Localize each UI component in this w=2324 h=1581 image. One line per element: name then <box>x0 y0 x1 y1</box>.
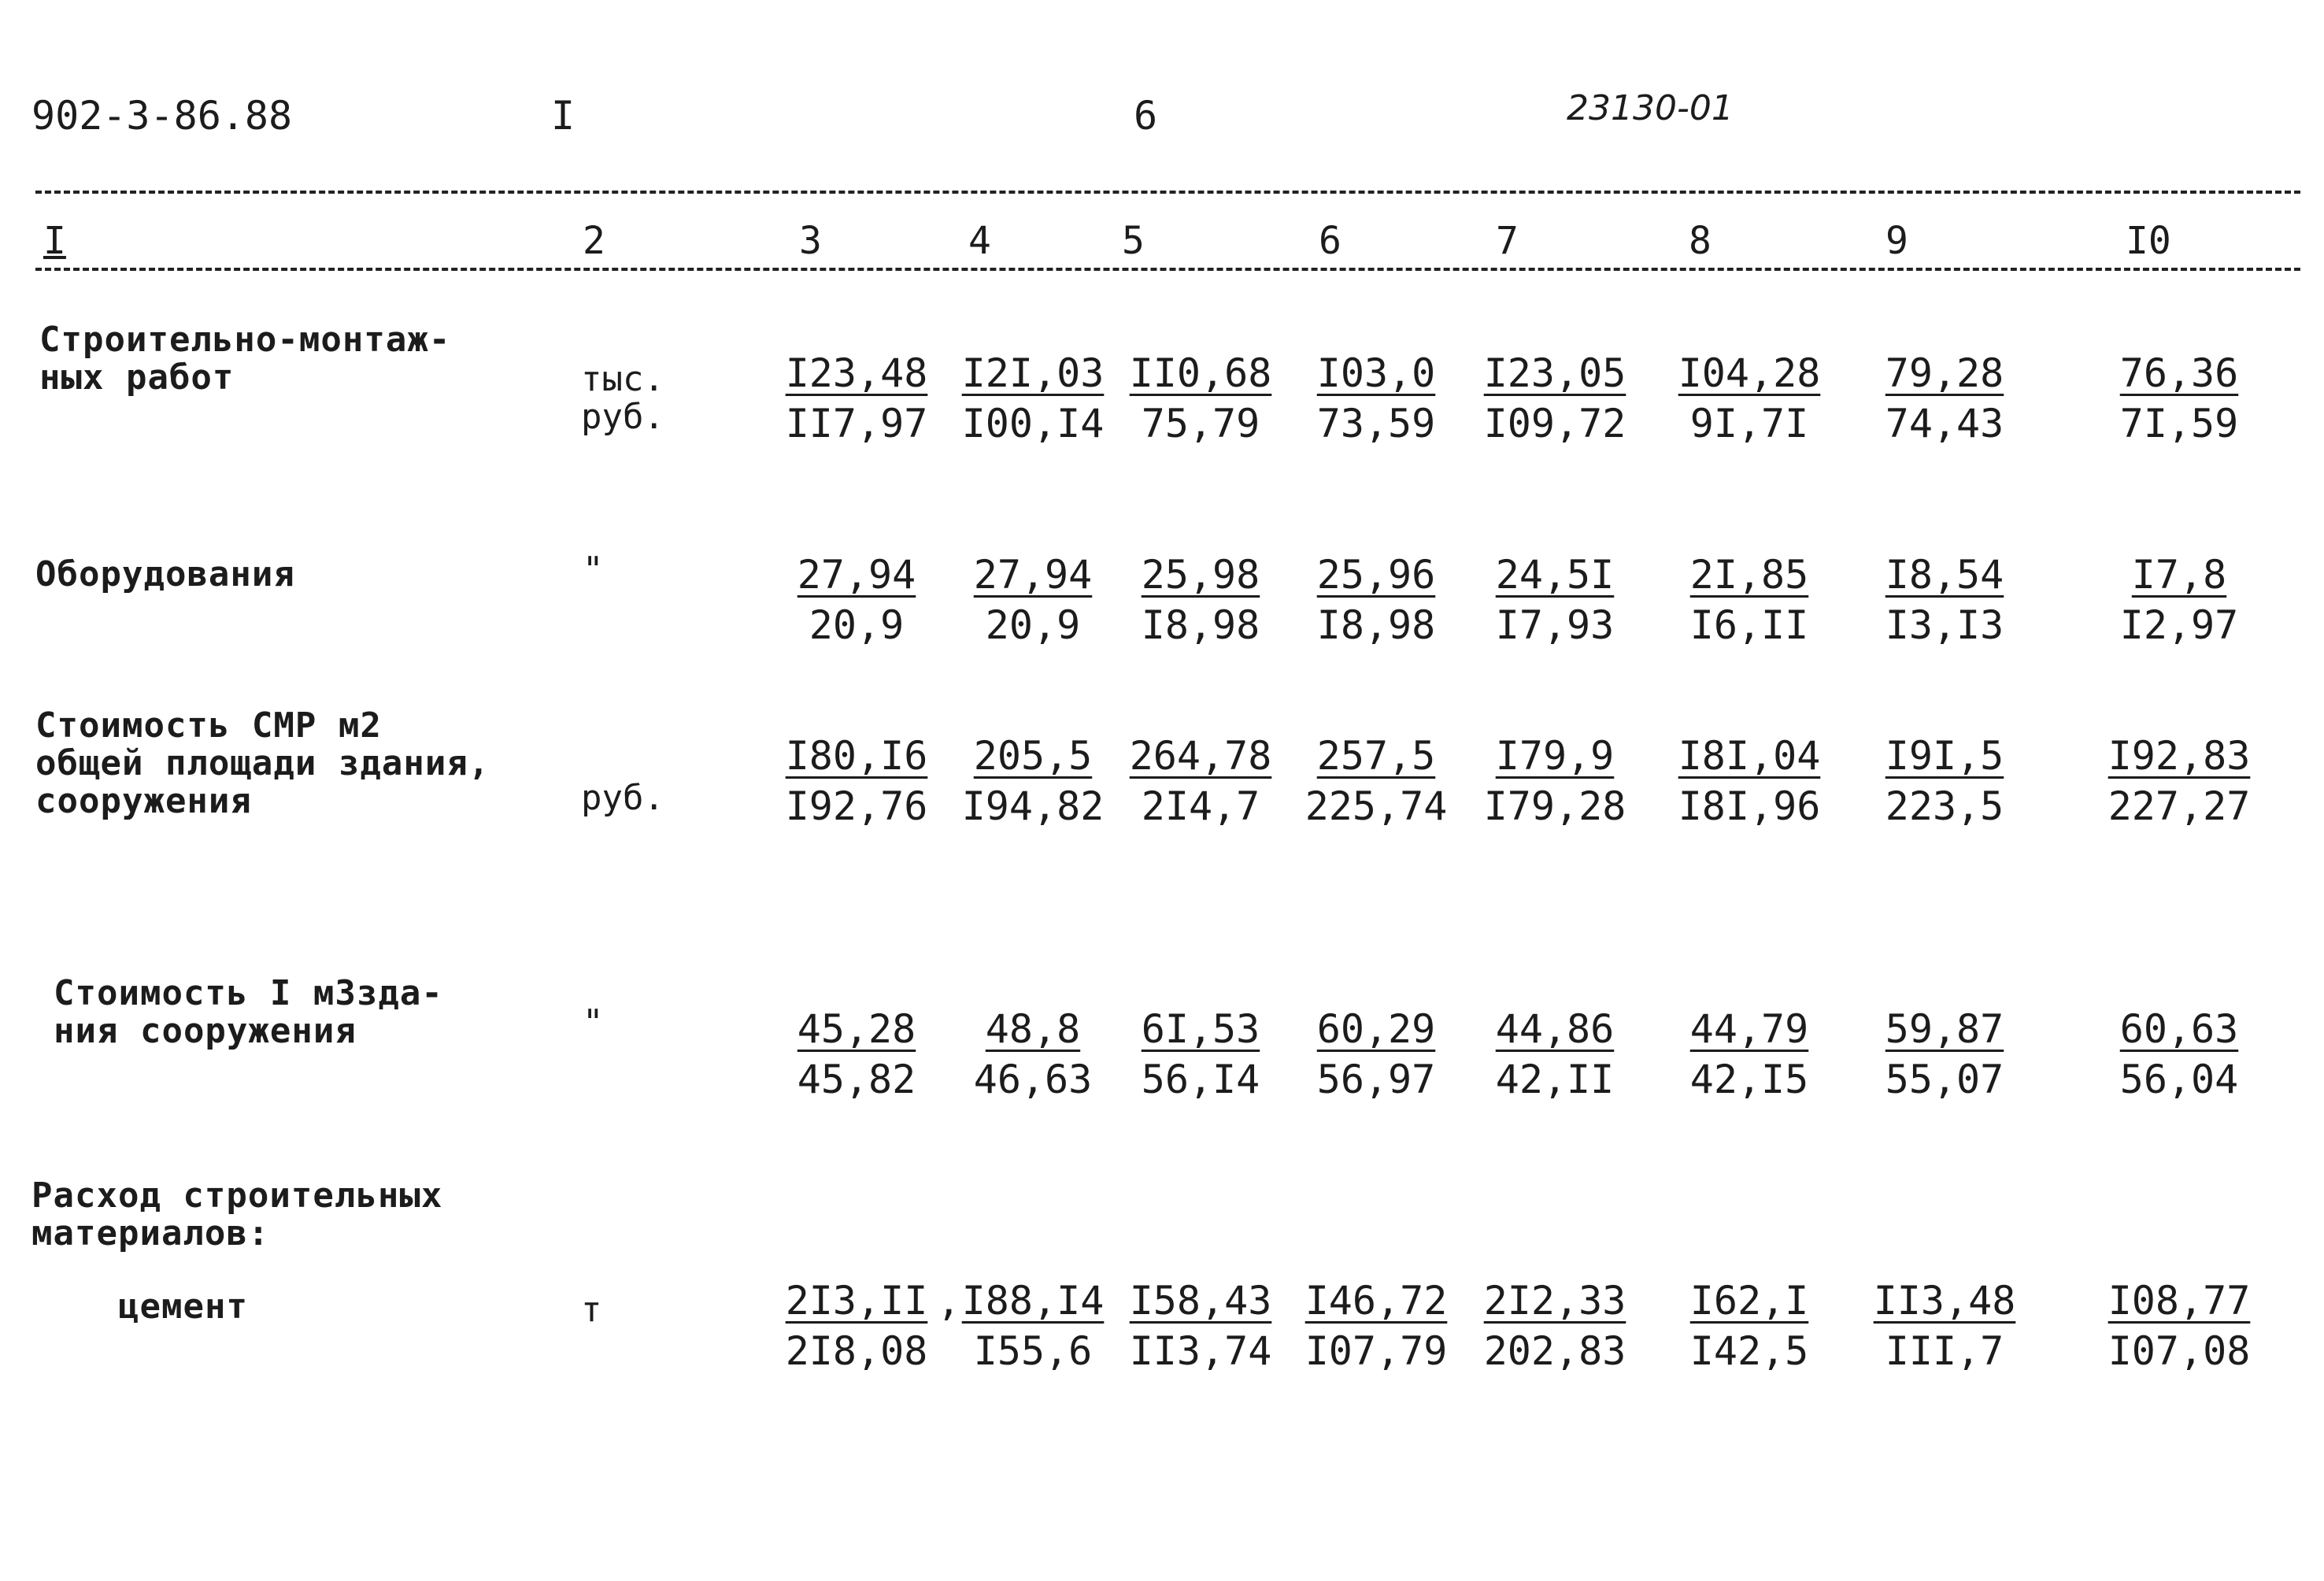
numerator-value: I79,9 <box>1495 733 1615 779</box>
denominator-value: 7I,59 <box>2119 401 2239 446</box>
value-cell <box>1468 550 1641 650</box>
value-cell <box>1663 1276 1836 1376</box>
value-cell <box>1858 348 2031 449</box>
header-bottom-rule <box>35 268 2300 271</box>
value-cell <box>2093 348 2266 449</box>
denominator-value: I07,08 <box>2108 1328 2251 1374</box>
value-cell <box>946 348 1119 449</box>
value-cell <box>1114 1004 1287 1105</box>
value-cell <box>1663 731 1836 831</box>
numerator-value: 48,8 <box>985 1006 1081 1052</box>
row-label: Стоимость СМР м2 общей площади здания, сооружения <box>35 705 490 821</box>
value-cell <box>1663 550 1836 650</box>
denominator-value: I07,79 <box>1304 1328 1448 1374</box>
numerator-value: 60,29 <box>1316 1006 1436 1052</box>
numerator-value: 264,78 <box>1129 733 1272 779</box>
table-top-rule <box>35 191 2300 194</box>
value-cell <box>1290 348 1463 449</box>
denominator-value: 2I4,7 <box>1141 783 1260 829</box>
value-cell <box>1290 731 1463 831</box>
row-unit: руб. <box>581 778 664 818</box>
numerator-value: I88,I4 <box>961 1278 1105 1324</box>
value-cell <box>1114 550 1287 650</box>
numerator-value: 27,94 <box>973 552 1093 598</box>
value-cell <box>946 550 1119 650</box>
numerator-value: 257,5 <box>1316 733 1436 779</box>
sheet-number: I <box>551 93 575 139</box>
value-cell <box>1663 348 1836 449</box>
numerator-value: I9I,5 <box>1885 733 2004 779</box>
numerator-value: II3,48 <box>1873 1278 2016 1324</box>
section-label: Расход строительных материалов: <box>31 1176 443 1253</box>
document-code: 902-3-86.88 <box>31 93 293 139</box>
denominator-value: 223,5 <box>1885 783 2004 829</box>
value-cell <box>2093 1004 2266 1105</box>
numerator-value: 25,98 <box>1141 552 1260 598</box>
denominator-value: I8,98 <box>1316 602 1436 648</box>
value-cell <box>2093 1276 2266 1376</box>
denominator-value: I3,I3 <box>1885 602 2004 648</box>
row-label: Оборудования <box>35 554 295 594</box>
numerator-value: 59,87 <box>1885 1006 2004 1052</box>
denominator-value: 227,27 <box>2108 783 2251 829</box>
value-cell <box>1114 731 1287 831</box>
row-unit: " <box>583 550 604 590</box>
denominator-value: 20,9 <box>809 602 905 648</box>
numerator-value: I03,0 <box>1316 350 1436 396</box>
numerator-value: 44,79 <box>1689 1006 1809 1052</box>
numerator-value: 44,86 <box>1495 1006 1615 1052</box>
denominator-value: I94,82 <box>961 783 1105 829</box>
value-cell <box>946 1276 1119 1376</box>
denominator-value: 73,59 <box>1316 401 1436 446</box>
numerator-value: 6I,53 <box>1141 1006 1260 1052</box>
denominator-value: I8I,96 <box>1678 783 1821 829</box>
value-cell <box>1468 348 1641 449</box>
denominator-value: I2,97 <box>2119 602 2239 648</box>
value-cell <box>1290 1004 1463 1105</box>
denominator-value: 55,07 <box>1885 1057 2004 1102</box>
denominator-value: 202,83 <box>1483 1328 1626 1374</box>
numerator-value: 205,5 <box>973 733 1093 779</box>
denominator-value: 74,43 <box>1885 401 2004 446</box>
value-cell <box>2093 731 2266 831</box>
value-cell <box>1114 1276 1287 1376</box>
numerator-value: 25,96 <box>1316 552 1436 598</box>
numerator-value: 24,5I <box>1495 552 1615 598</box>
numerator-value: 2I,85 <box>1689 552 1809 598</box>
denominator-value: I09,72 <box>1483 401 1626 446</box>
value-cell <box>1290 1276 1463 1376</box>
value-cell <box>1468 731 1641 831</box>
numerator-value: 27,94 <box>797 552 916 598</box>
numerator-value: 76,36 <box>2119 350 2239 396</box>
separator-mark: , <box>937 1279 961 1324</box>
value-cell <box>1290 550 1463 650</box>
column-number: 5 <box>1122 219 1145 263</box>
denominator-value: 56,04 <box>2119 1057 2239 1102</box>
denominator-value: 42,II <box>1495 1057 1615 1102</box>
numerator-value: I2I,03 <box>961 350 1105 396</box>
column-number: 2 <box>583 219 605 263</box>
denominator-value: II7,97 <box>785 401 928 446</box>
denominator-value: 75,79 <box>1141 401 1260 446</box>
column-number: I0 <box>2126 219 2171 263</box>
column-number: 9 <box>1885 219 1908 263</box>
value-cell <box>1858 731 2031 831</box>
column-number: 3 <box>799 219 822 263</box>
denominator-value: 225,74 <box>1304 783 1448 829</box>
value-cell <box>946 731 1119 831</box>
value-cell <box>1663 1004 1836 1105</box>
column-number: 8 <box>1689 219 1712 263</box>
row-unit: т <box>581 1290 602 1330</box>
denominator-value: 56,97 <box>1316 1057 1436 1102</box>
row-label: Стоимость I м3зда- ния сооружения <box>54 973 443 1051</box>
denominator-value: I7,93 <box>1495 602 1615 648</box>
denominator-value: I42,5 <box>1689 1328 1809 1374</box>
numerator-value: I7,8 <box>2131 552 2227 598</box>
denominator-value: I00,I4 <box>961 401 1105 446</box>
value-cell <box>1114 348 1287 449</box>
column-number: 7 <box>1496 219 1519 263</box>
value-cell <box>1468 1004 1641 1105</box>
denominator-value: III,7 <box>1885 1328 2004 1374</box>
denominator-value: 2I8,08 <box>785 1328 928 1374</box>
column-number: 4 <box>968 219 991 263</box>
value-cell <box>1468 1276 1641 1376</box>
value-cell <box>946 1004 1119 1105</box>
numerator-value: I92,83 <box>2108 733 2251 779</box>
column-number: 6 <box>1319 219 1341 263</box>
numerator-value: 60,63 <box>2119 1006 2239 1052</box>
numerator-value: I04,28 <box>1678 350 1821 396</box>
denominator-value: 46,63 <box>973 1057 1093 1102</box>
denominator-value: I55,6 <box>973 1328 1093 1374</box>
denominator-value: 42,I5 <box>1689 1057 1809 1102</box>
denominator-value: I8,98 <box>1141 602 1260 648</box>
value-cell <box>1858 1276 2031 1376</box>
denominator-value: 45,82 <box>797 1057 916 1102</box>
row-label: цемент <box>118 1287 248 1327</box>
value-cell <box>770 731 943 831</box>
denominator-value: II3,74 <box>1129 1328 1272 1374</box>
numerator-value: I8I,04 <box>1678 733 1821 779</box>
row-unit: тыс. руб. <box>581 359 664 437</box>
denominator-value: 9I,7I <box>1689 401 1809 446</box>
numerator-value: I80,I6 <box>785 733 928 779</box>
numerator-value: II0,68 <box>1129 350 1272 396</box>
numerator-value: 79,28 <box>1885 350 2004 396</box>
numerator-value: I08,77 <box>2108 1278 2251 1324</box>
numerator-value: 45,28 <box>797 1006 916 1052</box>
value-cell <box>770 1004 943 1105</box>
numerator-value: I58,43 <box>1129 1278 1272 1324</box>
numerator-value: I23,05 <box>1483 350 1626 396</box>
value-cell <box>770 1276 943 1376</box>
numerator-value: 2I3,II <box>785 1278 928 1324</box>
denominator-value: I6,II <box>1689 602 1809 648</box>
numerator-value: I62,I <box>1689 1278 1809 1324</box>
denominator-value: 20,9 <box>985 602 1081 648</box>
denominator-value: 56,I4 <box>1141 1057 1260 1102</box>
value-cell <box>770 348 943 449</box>
value-cell <box>2093 550 2266 650</box>
denominator-value: I92,76 <box>785 783 928 829</box>
inventory-stamp: 23130-01 <box>1567 88 1734 128</box>
row-unit: " <box>583 1002 604 1042</box>
value-cell <box>770 550 943 650</box>
denominator-value: I79,28 <box>1483 783 1626 829</box>
page-number: 6 <box>1134 93 1158 139</box>
numerator-value: I8,54 <box>1885 552 2004 598</box>
value-cell <box>1858 550 2031 650</box>
value-cell <box>1858 1004 2031 1105</box>
numerator-value: 2I2,33 <box>1483 1278 1626 1324</box>
numerator-value: I46,72 <box>1304 1278 1448 1324</box>
column-number: I <box>43 219 66 263</box>
row-label: Строительно-монтаж- ных работ <box>39 320 451 398</box>
numerator-value: I23,48 <box>785 350 928 396</box>
